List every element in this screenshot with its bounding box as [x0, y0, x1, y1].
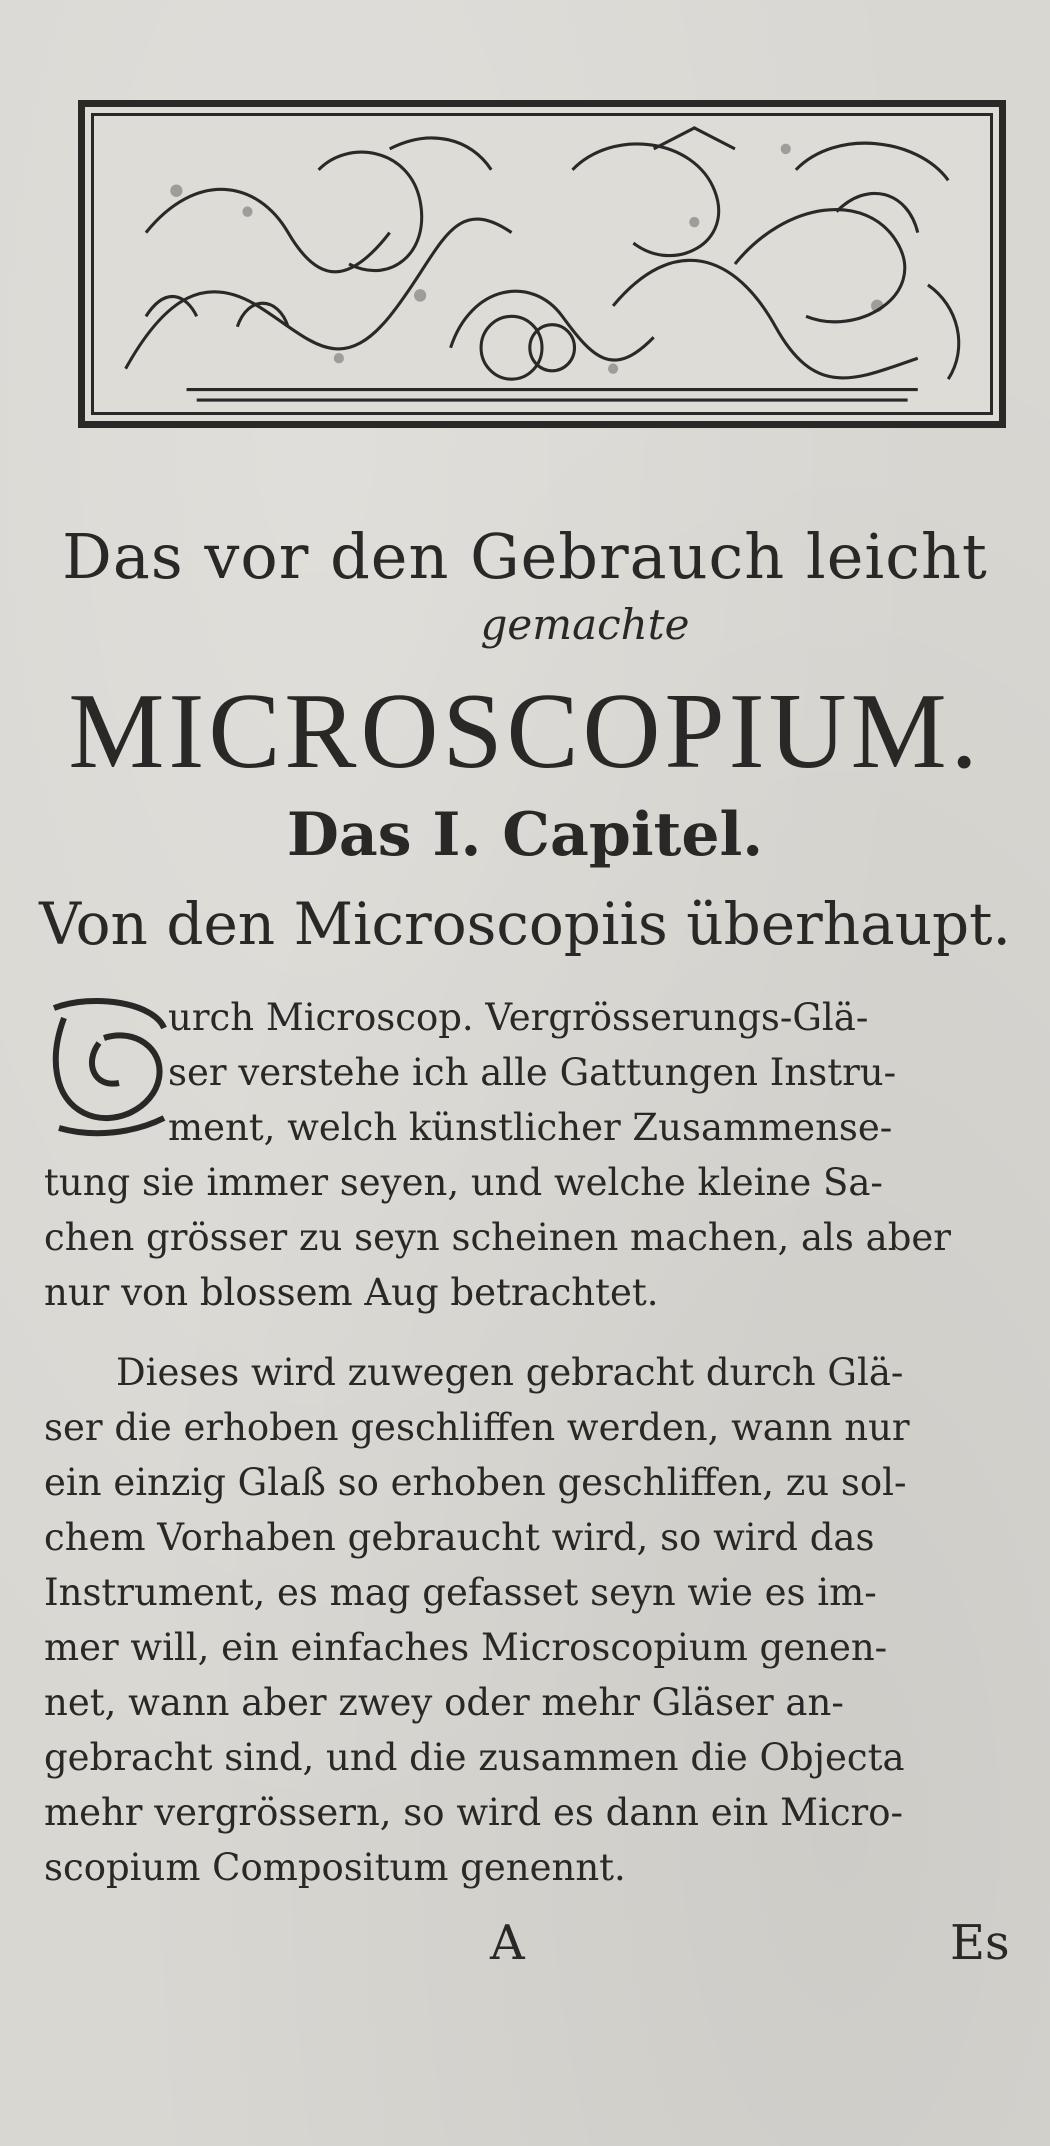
paragraph-line: tung sie immer seyen, und welche kleine Sa- — [44, 1161, 883, 1204]
paragraph-line: ser verstehe ich alle Gattungen Instru- — [168, 1051, 897, 1094]
paragraph-line: mer will, ein einfaches Microscopium genen- — [44, 1626, 888, 1669]
paragraph-line: nur von blossem Aug betrachtet. — [44, 1271, 659, 1314]
chapter-heading: Das I. Capitel. — [286, 800, 764, 870]
paragraph-2 — [44, 1345, 1014, 1895]
paragraph-line: net, wann aber zwey oder mehr Gläser an- — [44, 1681, 844, 1724]
paragraph-line: Instrument, es mag gefasset seyn wie es im- — [44, 1571, 877, 1614]
paragraph-line: ein einzig Glaß so erhoben geschliffen, zu sol- — [44, 1461, 907, 1504]
paragraph-line: gebracht sind, und die zusammen die Objecta — [44, 1736, 905, 1779]
paragraph-line: scopium Compositum genennt. — [44, 1846, 626, 1889]
title-line-1: Das vor den Gebrauch leicht — [62, 520, 988, 593]
woodcut-ornament-icon — [78, 100, 1006, 428]
paragraph-line: ser die erhoben geschliffen werden, wann nur — [44, 1406, 910, 1449]
paragraph-line: mehr vergrössern, so wird es dann ein Micro- — [44, 1791, 904, 1834]
paragraph-line: chem Vorhaben gebraucht wird, so wird das — [44, 1516, 875, 1559]
paragraph-1 — [44, 990, 1014, 1320]
chapter-subtitle: Von den Microscopiis überhaupt. — [39, 890, 1011, 958]
page-title: MICROSCOPIUM. — [68, 672, 982, 791]
paragraph-line: urch Microscop. Vergrösserungs-Glä- — [168, 996, 869, 1039]
paragraph-line: Dieses wird zuwegen gebracht durch Glä- — [116, 1351, 904, 1394]
paragraph-line: ment, welch künstlicher Zusammense- — [168, 1106, 893, 1149]
catchword: Es — [950, 1915, 1010, 1971]
title-line-2: gemachte — [480, 600, 690, 649]
paragraph-line: chen grösser zu seyn scheinen machen, als aber — [44, 1216, 951, 1259]
signature-mark: A — [490, 1915, 525, 1971]
